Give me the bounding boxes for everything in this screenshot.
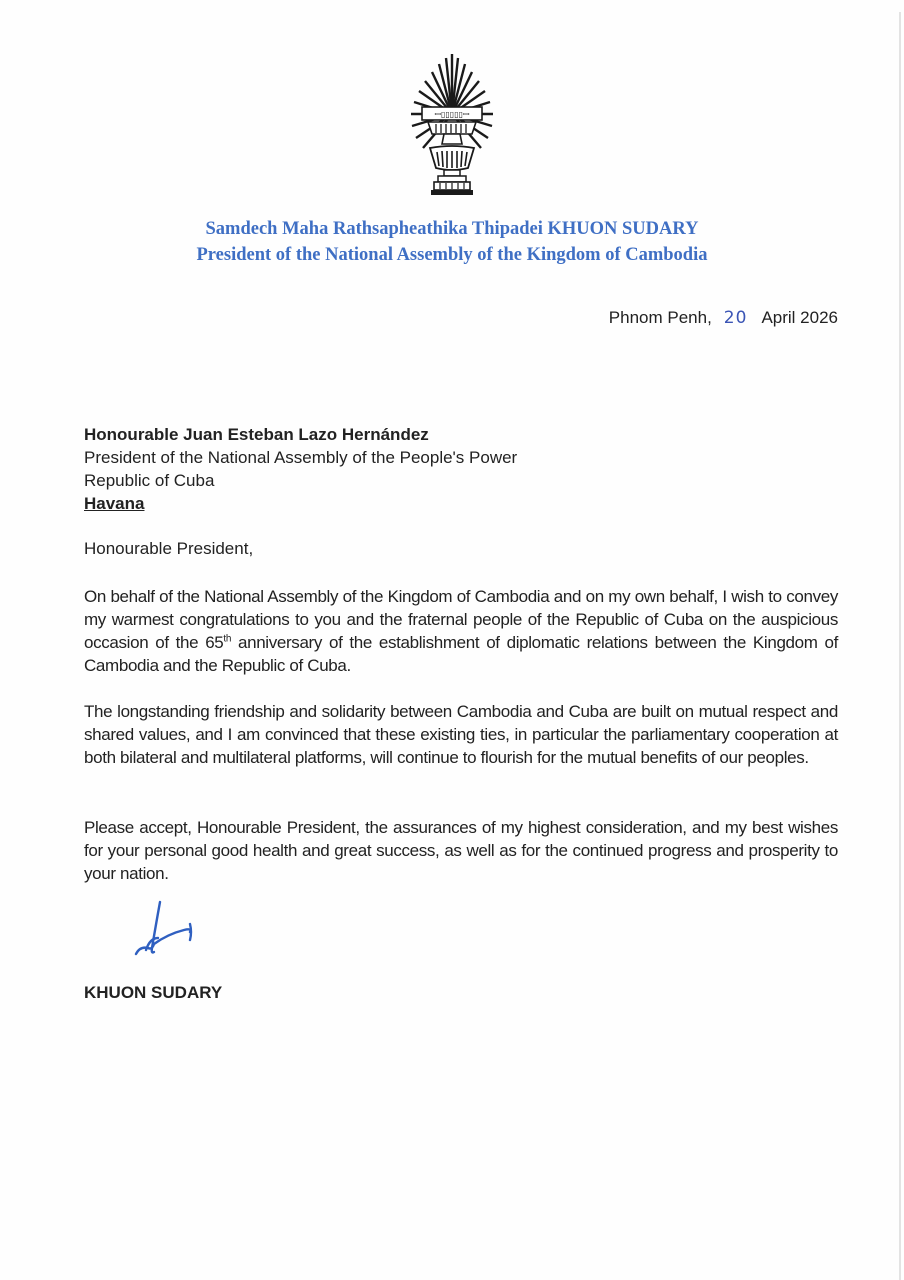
date-month-year: April 2026 (761, 308, 838, 327)
letterhead (0, 216, 904, 268)
date-place: Phnom Penh, (608, 308, 712, 327)
addressee-city: Havana (84, 494, 145, 513)
paragraph-text: On behalf of the National Assembly of the Kingdom of Cambodia and on my own behalf, I wish to convey my warmest congratulations to you and the fraternal people of the Republic of Cuba on the auspicious occasion of the 65 (84, 587, 838, 652)
addressee-block (84, 423, 517, 515)
ordinal-superscript: th (223, 633, 232, 645)
body-paragraph-2: The longstanding friendship and solidarity between Cambodia and Cuba are built on mutual respect and shared values, and I am convinced that these existing ties, in particular the parliamentary cooperation at both bilateral and multilateral platforms, will continue to flourish for the mutual benefits of our peoples. (84, 702, 838, 767)
signer-name: KHUON SUDARY (84, 983, 223, 1002)
svg-text:ꟷ▯▯▯▯▯ꟷ: ꟷ▯▯▯▯▯ꟷ (434, 110, 470, 119)
body-paragraph-1 (84, 585, 838, 677)
salutation: Honourable President, (84, 539, 254, 558)
body-paragraph-3: Please accept, Honourable President, the assurances of my highest consideration, and my best wishes for your personal good health and great success, as well as for the continued progress and prosperity to your nation. (84, 818, 838, 883)
date-day-handwritten: 20 (723, 308, 748, 328)
letterhead-sender-title: Samdech Maha Rathsapheathika Thipadei KHUON SUDARY (205, 219, 699, 239)
addressee-country: Republic of Cuba (84, 471, 215, 490)
paragraph-text: anniversary of the establishment of diplomatic relations between the Kingdom of Cambodia and the Republic of Cuba. (84, 633, 839, 675)
addressee-title: President of the National Assembly of the People's Power (84, 448, 518, 467)
addressee-name: Honourable Juan Esteban Lazo Hernández (84, 425, 429, 444)
letterhead-sender-position: President of the National Assembly of the Kingdom of Cambodia (196, 245, 708, 265)
date-line (609, 308, 838, 328)
page-edge-line (899, 12, 901, 1280)
national-assembly-emblem-icon (406, 52, 498, 202)
handwritten-signature-icon (132, 898, 204, 964)
